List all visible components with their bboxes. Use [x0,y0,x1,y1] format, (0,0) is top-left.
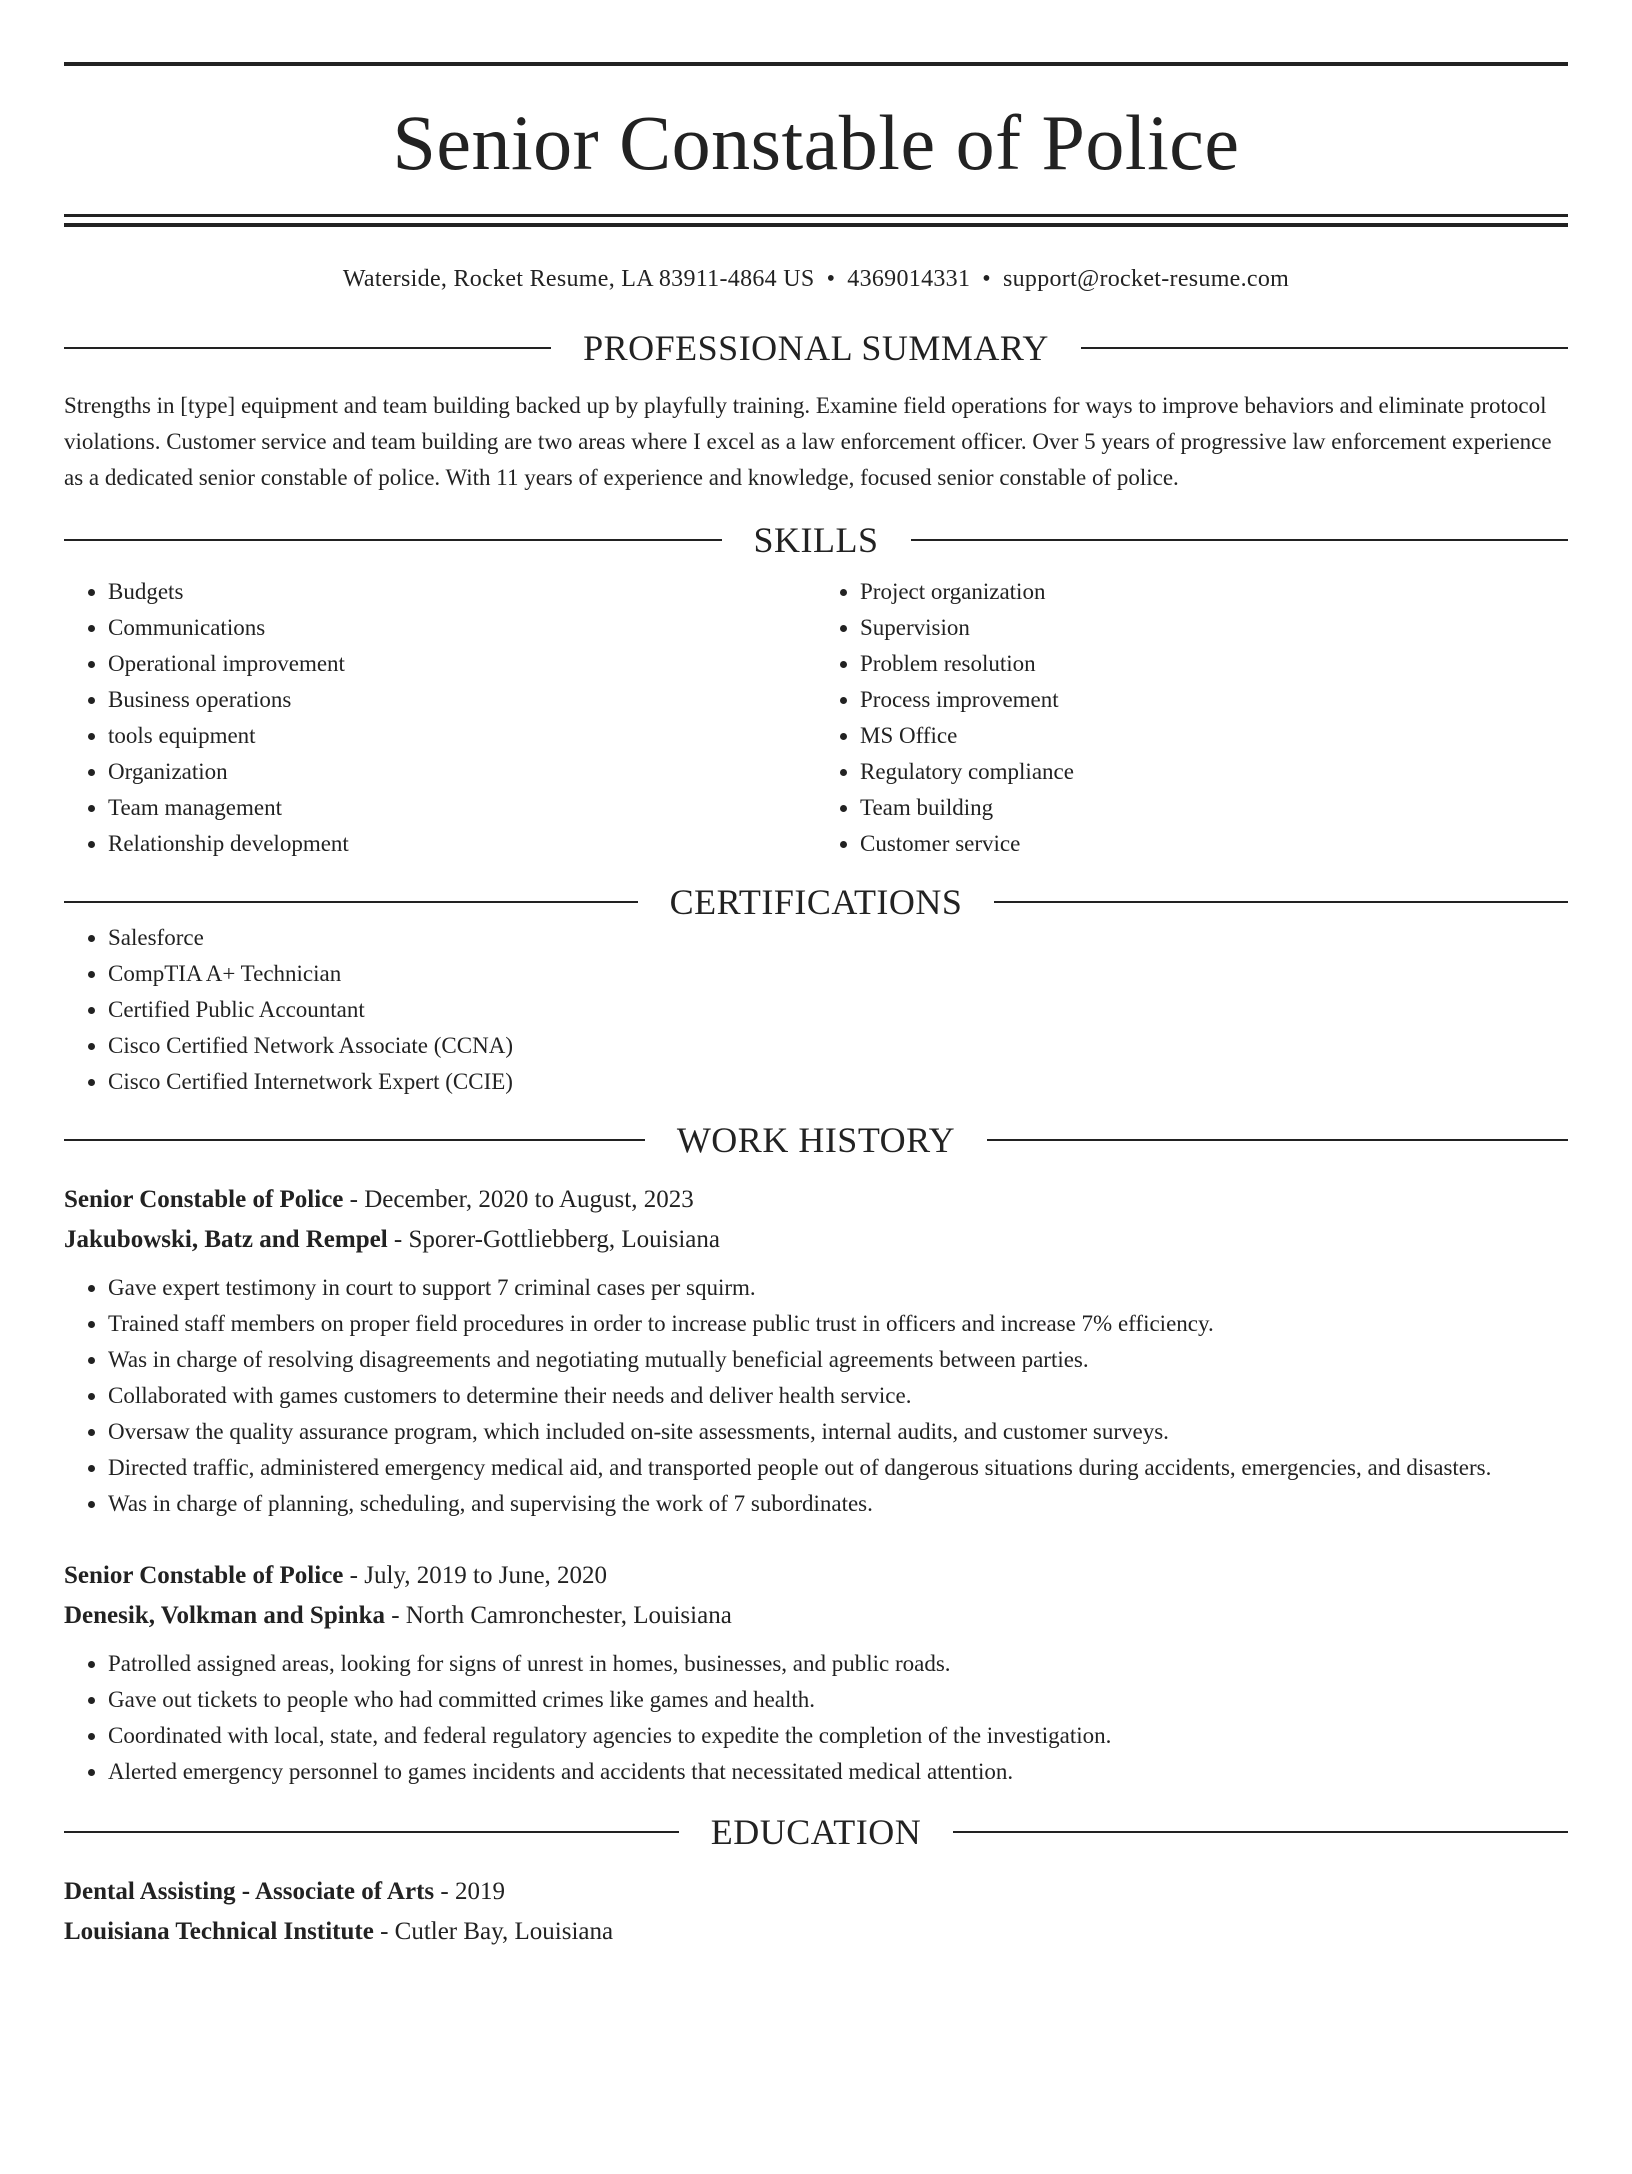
skill-item: • Communications [108,610,816,646]
job-bullet: • Gave out tickets to people who had committed crimes like games and health. [108,1682,1568,1718]
job-company: Jakubowski, Batz and Rempel [64,1225,388,1253]
contact-line [64,265,1568,294]
section-rule [911,539,1569,541]
skills-list [64,574,1568,862]
section-title-certifications: CERTIFICATIONS [669,881,963,922]
education-location: - Cutler Bay, Louisiana [373,1917,614,1945]
skill-item: • Customer service [860,826,1568,862]
section-rule [953,1831,1568,1833]
section-rule [994,901,1568,903]
skill-item: • Regulatory compliance [860,754,1568,790]
job-bullet: • Was in charge of planning, scheduling, and supervising the work of 7 subordinates. [108,1486,1568,1522]
job-bullets [64,1646,1568,1790]
job-bullet: • Alerted emergency personnel to games incidents and accidents that necessitated medical attention. [108,1754,1568,1790]
job-company-line [64,1596,1568,1636]
section-header-skills [64,519,1568,560]
double-rule [64,214,1568,227]
summary-text: Strengths in [type] equipment and team building backed up by playfully training. Examine field operations for ways to improve behaviors and eliminate protocol violations. Customer service and team building are two areas where I excel as a law enforcement officer. Over 5 years of progressive law enforcement experience as a dedicated senior constable of police. With 11 years of experience and knowledge, focused senior constable of police. [64,392,1552,490]
job-bullet: • Patrolled assigned areas, looking for signs of unrest in homes, businesses, and public roads. [108,1646,1568,1682]
section-rule [64,1831,679,1833]
job-bullets [64,1270,1568,1522]
certifications-list [64,920,1568,1100]
job-role: Senior Constable of Police [64,1561,344,1589]
job-title-line [64,1180,1568,1220]
job-location: - North Camronchester, Louisiana [384,1601,732,1629]
skill-item: • Operational improvement [108,646,816,682]
job-role: Senior Constable of Police [64,1185,344,1213]
job-dates: - July, 2019 to June, 2020 [343,1561,608,1589]
section-title-work: WORK HISTORY [676,1119,956,1160]
section-title-education: EDUCATION [710,1811,922,1852]
certification-item: • Cisco Certified Internetwork Expert (CCIE) [108,1064,1568,1100]
section-rule [64,901,638,903]
education-degree-line [64,1872,1568,1912]
job-bullet: • Was in charge of resolving disagreements and negotiating mutually beneficial agreements between parties. [108,1342,1568,1378]
job-company: Denesik, Volkman and Spinka [64,1601,385,1629]
education-school: Louisiana Technical Institute [64,1917,374,1945]
contact-address: Waterside, Rocket Resume, LA 83911-4864 US [342,266,815,292]
certification-item: • Salesforce [108,920,1568,956]
contact-email: support@rocket-resume.com [1002,266,1290,292]
job-location: - Sporer-Gottliebberg, Louisiana [387,1225,720,1253]
contact-separator: • [826,266,836,292]
education-year: - 2019 [434,1877,505,1905]
job-bullet: • Coordinated with local, state, and federal regulatory agencies to expedite the completion of the investigation. [108,1718,1568,1754]
certification-item: • Cisco Certified Network Associate (CCNA) [108,1028,1568,1064]
job-bullet: • Gave expert testimony in court to support 7 criminal cases per squirm. [108,1270,1568,1306]
job-company-line [64,1220,1568,1260]
skill-item: • Team management [108,790,816,826]
skill-item: • Problem resolution [860,646,1568,682]
job-bullet: • Directed traffic, administered emergency medical aid, and transported people out of dangerous situations during accidents, emergencies, and disasters. [108,1450,1568,1486]
job-title-line [64,1556,1568,1596]
skill-item: • Relationship development [108,826,816,862]
section-rule [64,1139,645,1141]
top-rule [64,62,1568,66]
education-school-line [64,1912,1568,1952]
skills-column-left [64,574,816,862]
job-entry [64,1556,1568,1790]
skill-item: • Organization [108,754,816,790]
section-rule [64,347,551,349]
job-entry [64,1180,1568,1522]
resume-name: Senior Constable of Police [392,99,1240,186]
certification-item: • Certified Public Accountant [108,992,1568,1028]
job-bullet: • Trained staff members on proper field procedures in order to increase public trust in officers and increase 7% efficiency. [108,1306,1568,1342]
section-header-education [64,1811,1568,1852]
section-rule [1081,347,1568,349]
section-rule [987,1139,1568,1141]
skill-item: • Process improvement [860,682,1568,718]
skill-item: • Project organization [860,574,1568,610]
skills-column-right [816,574,1568,862]
section-rule [64,539,722,541]
skill-item: • Business operations [108,682,816,718]
contact-phone: 4369014331 [847,266,971,292]
section-title-skills: SKILLS [753,519,879,560]
section-header-work [64,1119,1568,1160]
education-entry [64,1872,1568,1952]
section-title-summary: PROFESSIONAL SUMMARY [583,327,1049,368]
certification-item: • CompTIA A+ Technician [108,956,1568,992]
job-bullet: • Collaborated with games customers to determine their needs and deliver health service. [108,1378,1568,1414]
education-degree: Dental Assisting - Associate of Arts [64,1877,435,1905]
skill-item: • Budgets [108,574,816,610]
contact-separator: • [982,266,991,292]
skill-item: • tools equipment [108,718,816,754]
skill-item: • Supervision [860,610,1568,646]
job-bullet: • Oversaw the quality assurance program, which included on-site assessments, internal audits, and customer surveys. [108,1414,1568,1450]
section-header-certifications [64,881,1568,922]
job-dates: - December, 2020 to August, 2023 [343,1185,694,1213]
resume-page [0,62,1632,2174]
skill-item: • MS Office [860,718,1568,754]
skill-item: • Team building [860,790,1568,826]
section-header-summary [64,327,1568,368]
